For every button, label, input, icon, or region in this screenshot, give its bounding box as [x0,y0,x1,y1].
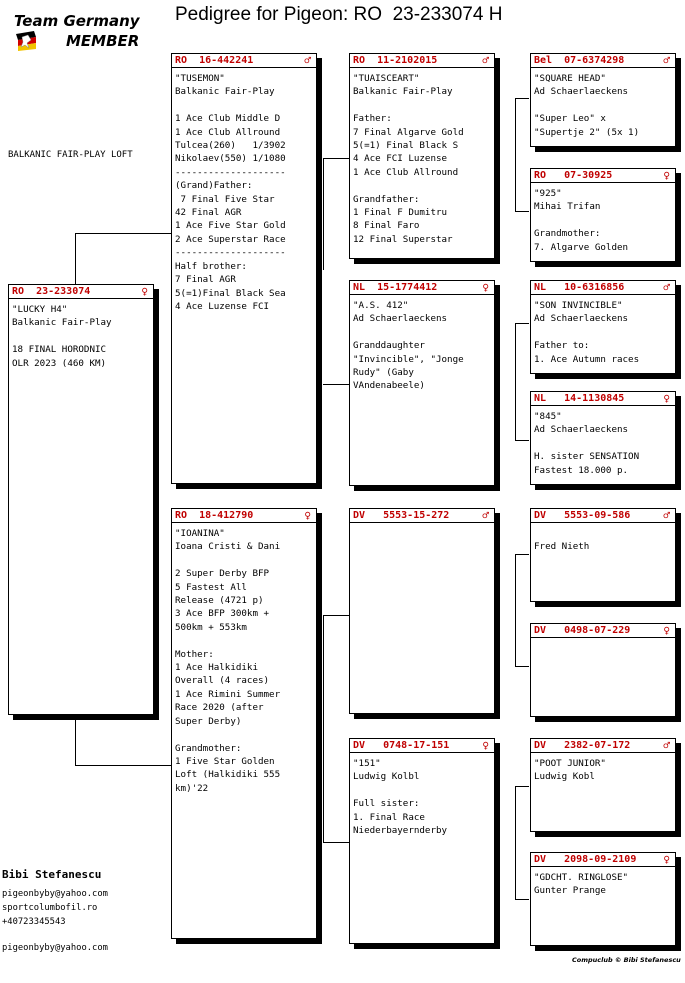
female-icon: ♀ [482,739,489,752]
ring-number: DV 5553-15-272 [353,510,450,521]
ring-number: NL 15-1774412 [353,282,438,293]
female-icon: ♀ [663,624,670,637]
ring-number: Bel 07-6374298 [534,55,625,66]
germany-flag-eagle-icon [16,31,36,51]
connector-line [515,786,529,787]
pigeon-card-mfm [530,623,676,717]
pigeon-details: "845" Ad Schaerlaeckens H. sister SENSATION Fastest 18.000 p. [534,411,640,476]
team-germany-label: Team Germany [14,12,140,30]
connector-line [323,158,350,159]
pigeon-card-father-mother [349,280,495,486]
ring-number: DV 0748-17-151 [353,740,450,751]
pigeon-card-mother-father [349,508,495,714]
pigeon-card-fmm [530,391,676,485]
page-title: Pedigree for Pigeon: RO 23-233074 H [175,4,503,25]
pigeon-card-fff [530,53,676,147]
connector-line [515,786,516,899]
owner-name: Bibi Stefanescu [2,868,102,881]
ring-number: RO 16-442241 [175,55,254,66]
pigeon-card-ffm [530,168,676,262]
pigeon-details: "925" Mihai Trifan Grandmother: 7. Algarve Golden [534,188,629,253]
pigeon-details: "A.S. 412" Ad Schaerlaeckens Granddaughter "Invincible", "Jonge Rudy" (Gaby VAndenabeele) [353,300,464,392]
male-icon: ♂ [663,281,670,294]
connector-line [515,554,529,555]
female-icon: ♀ [663,853,670,866]
connector-line [515,98,529,99]
ring-number: DV 2382-07-172 [534,740,631,751]
connector-line [323,384,350,385]
connector-line [515,554,516,666]
pigeon-card-mother [171,508,317,939]
loft-name: BALKANIC FAIR-PLAY LOFT [8,150,133,160]
ring-number: RO 07-30925 [534,170,613,181]
female-icon: ♀ [304,509,311,522]
pigeon-details: "TUSEMON" Balkanic Fair-Play 1 Ace Club Middle D 1 Ace Club Allround Tulcea(260) 1/3902 Nikolaev(550) 1/1080 -------------------- (Grand)Father: 7 Final Five Star 42 Final AGR 1 Ace Five Star Gold 2 Ace Superstar Race -------------------- Half brother: 7 Final AGR 5(=1)Final Black Sea 4 Ace Luzense FCI [175,73,286,312]
connector-line [515,440,529,441]
female-icon: ♀ [663,169,670,182]
pigeon-details [531,638,675,642]
phone-number: +40723345543 [2,917,66,927]
ring-number: DV 2098-09-2109 [534,854,637,865]
connector-line [75,233,171,234]
connector-line [75,765,171,766]
connector-line [323,615,324,842]
connector-line [515,98,516,211]
email-link[interactable]: pigeonbyby@yahoo.com [2,889,108,899]
pigeon-details [350,523,494,527]
pigeon-details: Fred Nieth [534,541,590,553]
connector-line [515,211,529,212]
ring-number: NL 14-1130845 [534,393,625,404]
pigeon-card-mmm [530,852,676,946]
male-icon: ♂ [663,739,670,752]
pigeon-details: "LUCKY H4" Balkanic Fair-Play 18 FINAL HORODNIC OLR 2023 (460 KM) [12,304,112,369]
ring-number: DV 5553-09-586 [534,510,631,521]
email-link-secondary[interactable]: pigeonbyby@yahoo.com [2,943,108,953]
pigeon-card-father-father [349,53,495,259]
pigeon-details: "SON INVINCIBLE" Ad Schaerlaeckens Father to: 1. Ace Autumn races [534,300,640,365]
pigeon-details: "SQUARE HEAD" Ad Schaerlaeckens "Super Leo" x "Supertje 2" (5x 1) [534,73,640,138]
connector-line [323,842,350,843]
pigeon-card-subject [8,284,154,715]
male-icon: ♂ [663,509,670,522]
male-icon: ♂ [304,54,311,67]
pigeon-details: "IOANINA" Ioana Cristi & Dani 2 Super Derby BFP 5 Fastest All Release (4721 p) 3 Ace BFP 300km + 500km + 553km Mother: 1 Ace Halkidiki Overall (4 races) 1 Ace Rimini Summer Race 2020 (after Super Derby) Grandmother: 1 Five Star Golden Loft (Halkidiki 555 km)'22 [175,528,281,794]
ring-number: DV 0498-07-229 [534,625,631,636]
connector-line [515,323,516,440]
pigeon-details: "POOT JUNIOR" Ludwig Kobl [534,758,606,783]
ring-number: RO 11-2102015 [353,55,438,66]
female-icon: ♀ [663,392,670,405]
pigeon-details: "GDCHT. RINGLOSE" Gunter Prange [534,872,629,897]
pigeon-card-mother-mother [349,738,495,944]
pigeon-card-mff [530,508,676,602]
website-link[interactable]: sportcolumbofil.ro [2,903,98,913]
female-icon: ♀ [482,281,489,294]
pigeon-details: "151" Ludwig Kolbl Full sister: 1. Final Race Niederbayernderby [353,758,448,837]
pigeon-details: "TUAISCEART" Balkanic Fair-Play Father: 7 Final Algarve Gold 5(=1) Final Black S 4 Ace FCI Luzense 1 Ace Club Allround Grandfather: 1 Final F Dumitru 8 Final Faro 12 Final Superstar [353,73,464,245]
male-icon: ♂ [482,54,489,67]
copyright-text: Compuclub © Bibi Stefanescu [572,956,681,964]
pigeon-card-fmf [530,280,676,374]
connector-line [515,323,529,324]
member-label: MEMBER [66,32,140,50]
male-icon: ♂ [663,54,670,67]
connector-line [75,716,76,766]
connector-line [515,666,529,667]
ring-number: RO 23-233074 [12,286,91,297]
connector-line [515,899,529,900]
ring-number: NL 10-6316856 [534,282,625,293]
pigeon-card-father [171,53,317,484]
male-icon: ♂ [482,509,489,522]
connector-line [323,158,324,270]
connector-line [75,233,76,285]
pigeon-card-mmf [530,738,676,832]
connector-line [323,615,350,616]
ring-number: RO 18-412790 [175,510,254,521]
female-icon: ♀ [141,285,148,298]
